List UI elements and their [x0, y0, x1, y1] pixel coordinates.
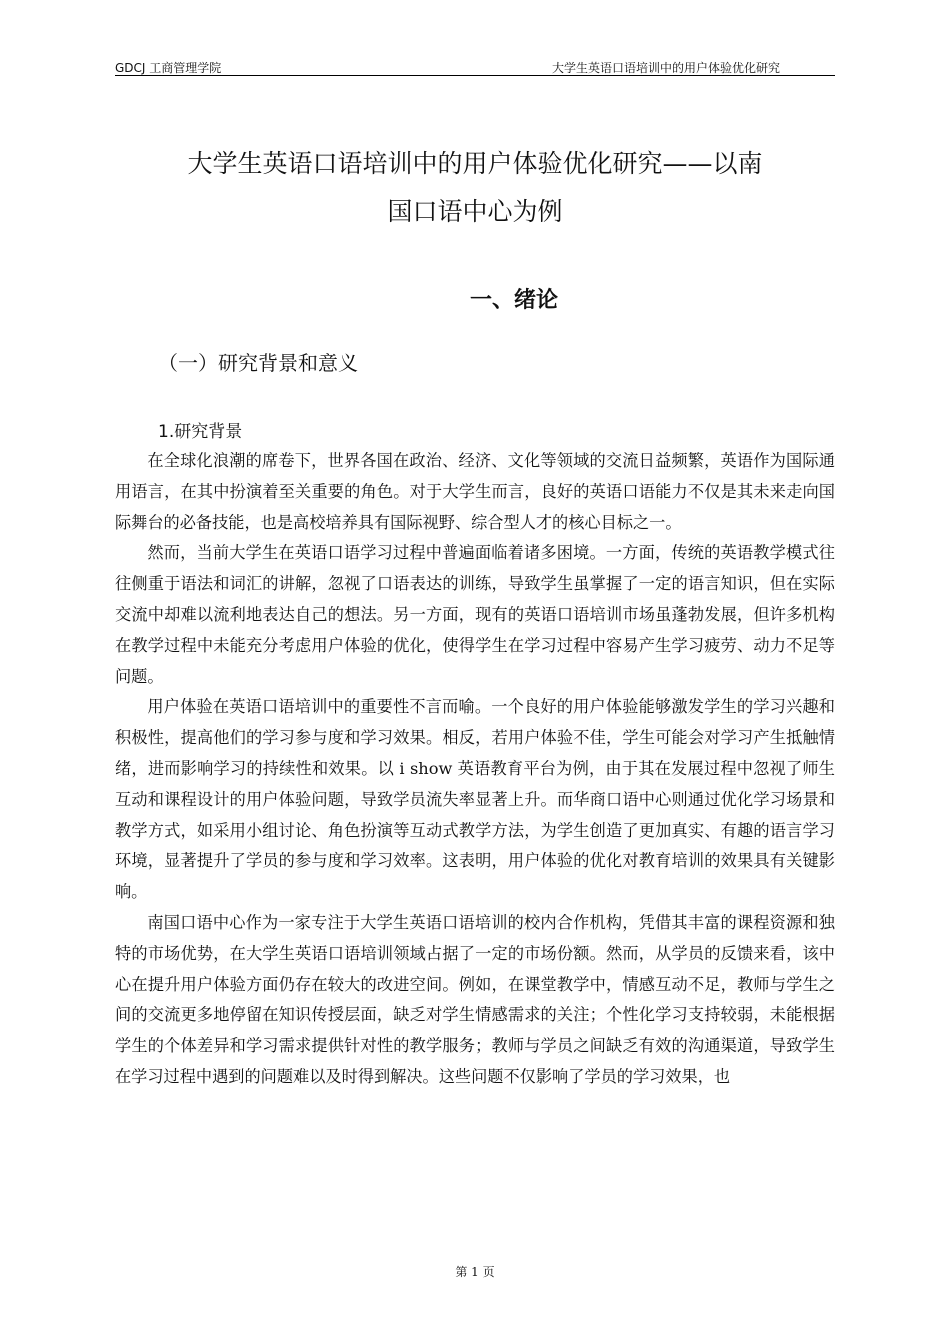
sub-subsection-heading: 1.研究背景: [158, 422, 243, 442]
subsection-heading: （一）研究背景和意义: [158, 351, 358, 375]
page-header: [115, 55, 835, 76]
page-number: 第 1 页: [455, 1265, 495, 1279]
document-title: [115, 140, 835, 236]
paragraph: 在全球化浪潮的席卷下，世界各国在政治、经济、文化等领域的交流日益频繁，英语作为国际通用语言，在其中扮演着至关重要的角色。对于大学生而言，良好的英语口语能力不仅是其未来走向国际舞台的必备技能，也是高校培养具有国际视野、综合型人才的核心目标之一。: [115, 451, 835, 532]
body-text: [115, 446, 835, 1093]
header-institution: GDCJ 工商管理学院: [115, 61, 222, 75]
document-title-line-2: 国口语中心为例: [387, 197, 563, 226]
header-paper-title: 大学生英语口语培训中的用户体验优化研究: [551, 61, 780, 75]
paragraph: 然而，当前大学生在英语口语学习过程中普遍面临着诸多困境。一方面，传统的英语教学模式往往侧重于语法和词汇的讲解，忽视了口语表达的训练，导致学生虽掌握了一定的语言知识，但在实际交流中却难以流利地表达自己的想法。另一方面，现有的英语口语培训市场虽蓬勃发展，但许多机构在教学过程中未能充分考虑用户体验的优化，使得学生在学习过程中容易产生学习疲劳、动力不足等问题。: [115, 543, 835, 686]
paragraph: 南国口语中心作为一家专注于大学生英语口语培训的校内合作机构，凭借其丰富的课程资源和独特的市场优势，在大学生英语口语培训领域占据了一定的市场份额。然而，从学员的反馈来看，该中心在提升用户体验方面仍存在较大的改进空间。例如，在课堂教学中，情感互动不足，教师与学生之间的交流更多地停留在知识传授层面，缺乏对学生情感需求的关注；个性化学习支持较弱，未能根据学生的个体差异和学习需求提供针对性的教学服务；教师与学员之间缺乏有效的沟通渠道，导致学生在学习过程中遇到的问题难以及时得到解决。这些问题不仅影响了学员的学习效果，也: [115, 912, 835, 1086]
section-heading: 一、绪论: [470, 288, 559, 313]
paragraph: 用户体验在英语口语培训中的重要性不言而喻。一个良好的用户体验能够激发学生的学习兴趣和积极性，提高他们的学习参与度和学习效果。相反，若用户体验不佳，学生可能会对学习产生抵触情绪，进而影响学习的持续性和效果。以 i show 英语教育平台为例，由于其在发展过程中忽视了师生互动和课程设计的用户体验问题，导致学员流失率显著上升。而华商口语中心则通过优化学习场景和教学方式，如采用小组讨论、角色扮演等互动式教学方法，为学生创造了更加真实、有趣的语言学习环境，显著提升了学员的参与度和学习效率。这表明，用户体验的优化对教育培训的效果具有关键影响。: [115, 697, 835, 902]
document-title-line-1: 大学生英语口语培训中的用户体验优化研究——以南: [187, 149, 763, 178]
